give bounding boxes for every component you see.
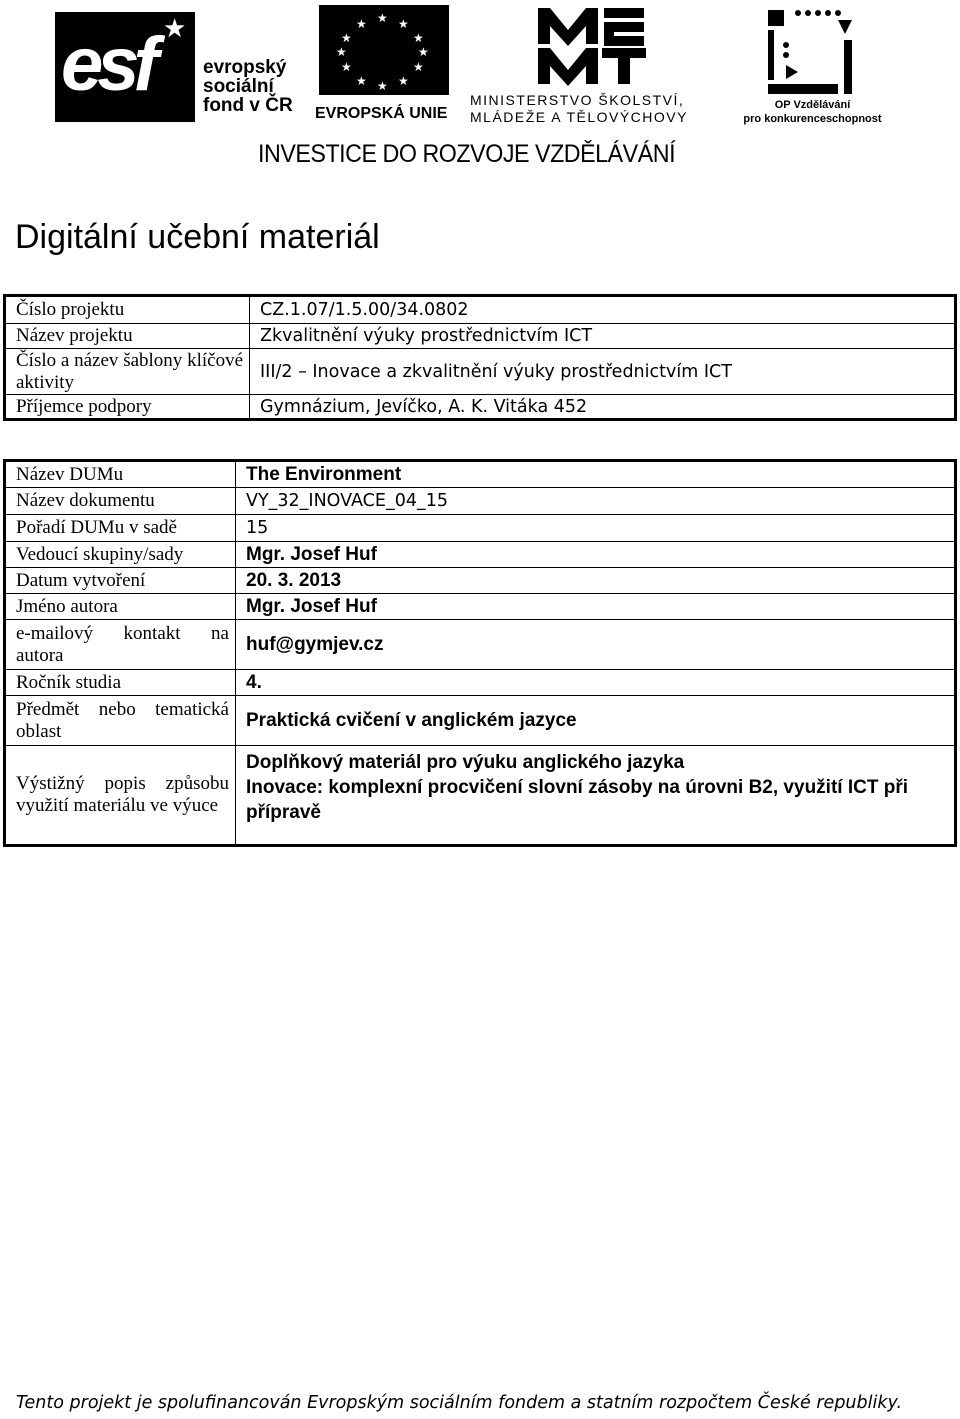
op-label bbox=[730, 98, 895, 126]
eu-logo bbox=[315, 5, 460, 125]
table-row bbox=[5, 568, 956, 594]
value-cell: VY_32_INOVACE_04_15 bbox=[236, 488, 956, 515]
value-cell: Mgr. Josef Huf bbox=[236, 542, 956, 568]
msmt-mark-icon bbox=[538, 4, 648, 88]
eu-label: EVROPSKÁ UNIE bbox=[315, 105, 448, 122]
dumu-info-table bbox=[3, 459, 957, 847]
eu-flag-icon: ★ ★ ★ ★ ★ ★ ★ ★ ★ ★ ★ ★ bbox=[319, 5, 449, 95]
label-cell: Vedoucí skupiny/sady bbox=[5, 542, 236, 568]
label-cell: Jméno autora bbox=[5, 594, 236, 620]
table-row bbox=[5, 542, 956, 568]
esf-line-2: sociální bbox=[203, 76, 274, 97]
table-row bbox=[5, 696, 956, 746]
esf-mark bbox=[55, 12, 195, 122]
table-row bbox=[5, 349, 956, 395]
esf-line-3: fond v ČR bbox=[203, 95, 293, 116]
label-cell: Datum vytvoření bbox=[5, 568, 236, 594]
value-cell: III/2 – Inovace a zkvalitnění výuky prostřednictvím ICT bbox=[250, 349, 956, 395]
value-cell: Mgr. Josef Huf bbox=[236, 594, 956, 620]
label-cell: Předmět nebo tematická oblast bbox=[5, 696, 236, 746]
esf-logo bbox=[55, 12, 310, 130]
table-row bbox=[5, 670, 956, 696]
value-cell: Zkvalitnění výuky prostřednictvím ICT bbox=[250, 324, 956, 349]
label-cell: Název DUMu bbox=[5, 461, 236, 488]
footer-note: Tento projekt je spolufinancován Evropským sociálním fondem a statním rozpočtem České republiky. bbox=[16, 1393, 903, 1413]
table-row bbox=[5, 488, 956, 515]
table-row bbox=[5, 461, 956, 488]
description-cell bbox=[236, 746, 956, 846]
label-cell: Ročník studia bbox=[5, 670, 236, 696]
investice-slogan: INVESTICE DO ROZVOJE VZDĚLÁVÁNÍ bbox=[258, 140, 676, 168]
op-line-1: OP Vzdělávání bbox=[774, 99, 851, 111]
label-cell: Název dokumentu bbox=[5, 488, 236, 515]
value-cell: CZ.1.07/1.5.00/34.0802 bbox=[250, 296, 956, 324]
esf-line-1: evropský bbox=[203, 57, 287, 78]
msmt-label bbox=[470, 92, 688, 126]
op-mark-icon bbox=[768, 10, 853, 95]
value-cell: 4. bbox=[236, 670, 956, 696]
table-row bbox=[5, 296, 956, 324]
label-cell: Pořadí DUMu v sadě bbox=[5, 515, 236, 542]
label-cell: Výstižný popis způsobu využití materiálu ve výuce bbox=[5, 746, 236, 846]
table-row bbox=[5, 515, 956, 542]
value-cell: 20. 3. 2013 bbox=[236, 568, 956, 594]
esf-letters: esf bbox=[61, 22, 153, 107]
value-cell: The Environment bbox=[236, 461, 956, 488]
op-line-2: pro konkurenceschopnost bbox=[743, 113, 882, 125]
label-cell: Číslo a název šablony klíčové aktivity bbox=[5, 349, 250, 395]
label-cell: Příjemce podpory bbox=[5, 395, 250, 420]
table-row bbox=[5, 620, 956, 670]
msmt-logo bbox=[470, 4, 725, 124]
description-line: Doplňkový materiál pro výuku anglického jazyka bbox=[246, 752, 685, 773]
msmt-line-1: MINISTERSTVO ŠKOLSTVÍ, bbox=[470, 92, 685, 108]
table-row bbox=[5, 746, 956, 846]
label-cell: e-mailový kontakt na autora bbox=[5, 620, 236, 670]
value-cell: Gymnázium, Jevíčko, A. K. Vitáka 452 bbox=[250, 395, 956, 420]
project-info-table bbox=[3, 294, 957, 421]
email-value: huf@gymjev.cz bbox=[236, 620, 956, 670]
label-cell: Název projektu bbox=[5, 324, 250, 349]
esf-text bbox=[203, 58, 293, 115]
star-icon: ★ bbox=[163, 14, 187, 44]
table-row bbox=[5, 395, 956, 420]
logo-banner bbox=[0, 0, 960, 180]
label-cell: Číslo projektu bbox=[5, 296, 250, 324]
op-logo bbox=[730, 10, 895, 125]
page-title: Digitální učební materiál bbox=[15, 218, 380, 256]
table-row bbox=[5, 324, 956, 349]
table-row bbox=[5, 594, 956, 620]
msmt-line-2: MLÁDEŽE A TĚLOVÝCHOVY bbox=[470, 109, 688, 125]
description-line: Inovace: komplexní procvičení slovní zásoby na úrovni B2, využití ICT při přípravě bbox=[246, 777, 909, 823]
value-cell: Praktická cvičení v anglickém jazyce bbox=[236, 696, 956, 746]
value-cell: 15 bbox=[236, 515, 956, 542]
